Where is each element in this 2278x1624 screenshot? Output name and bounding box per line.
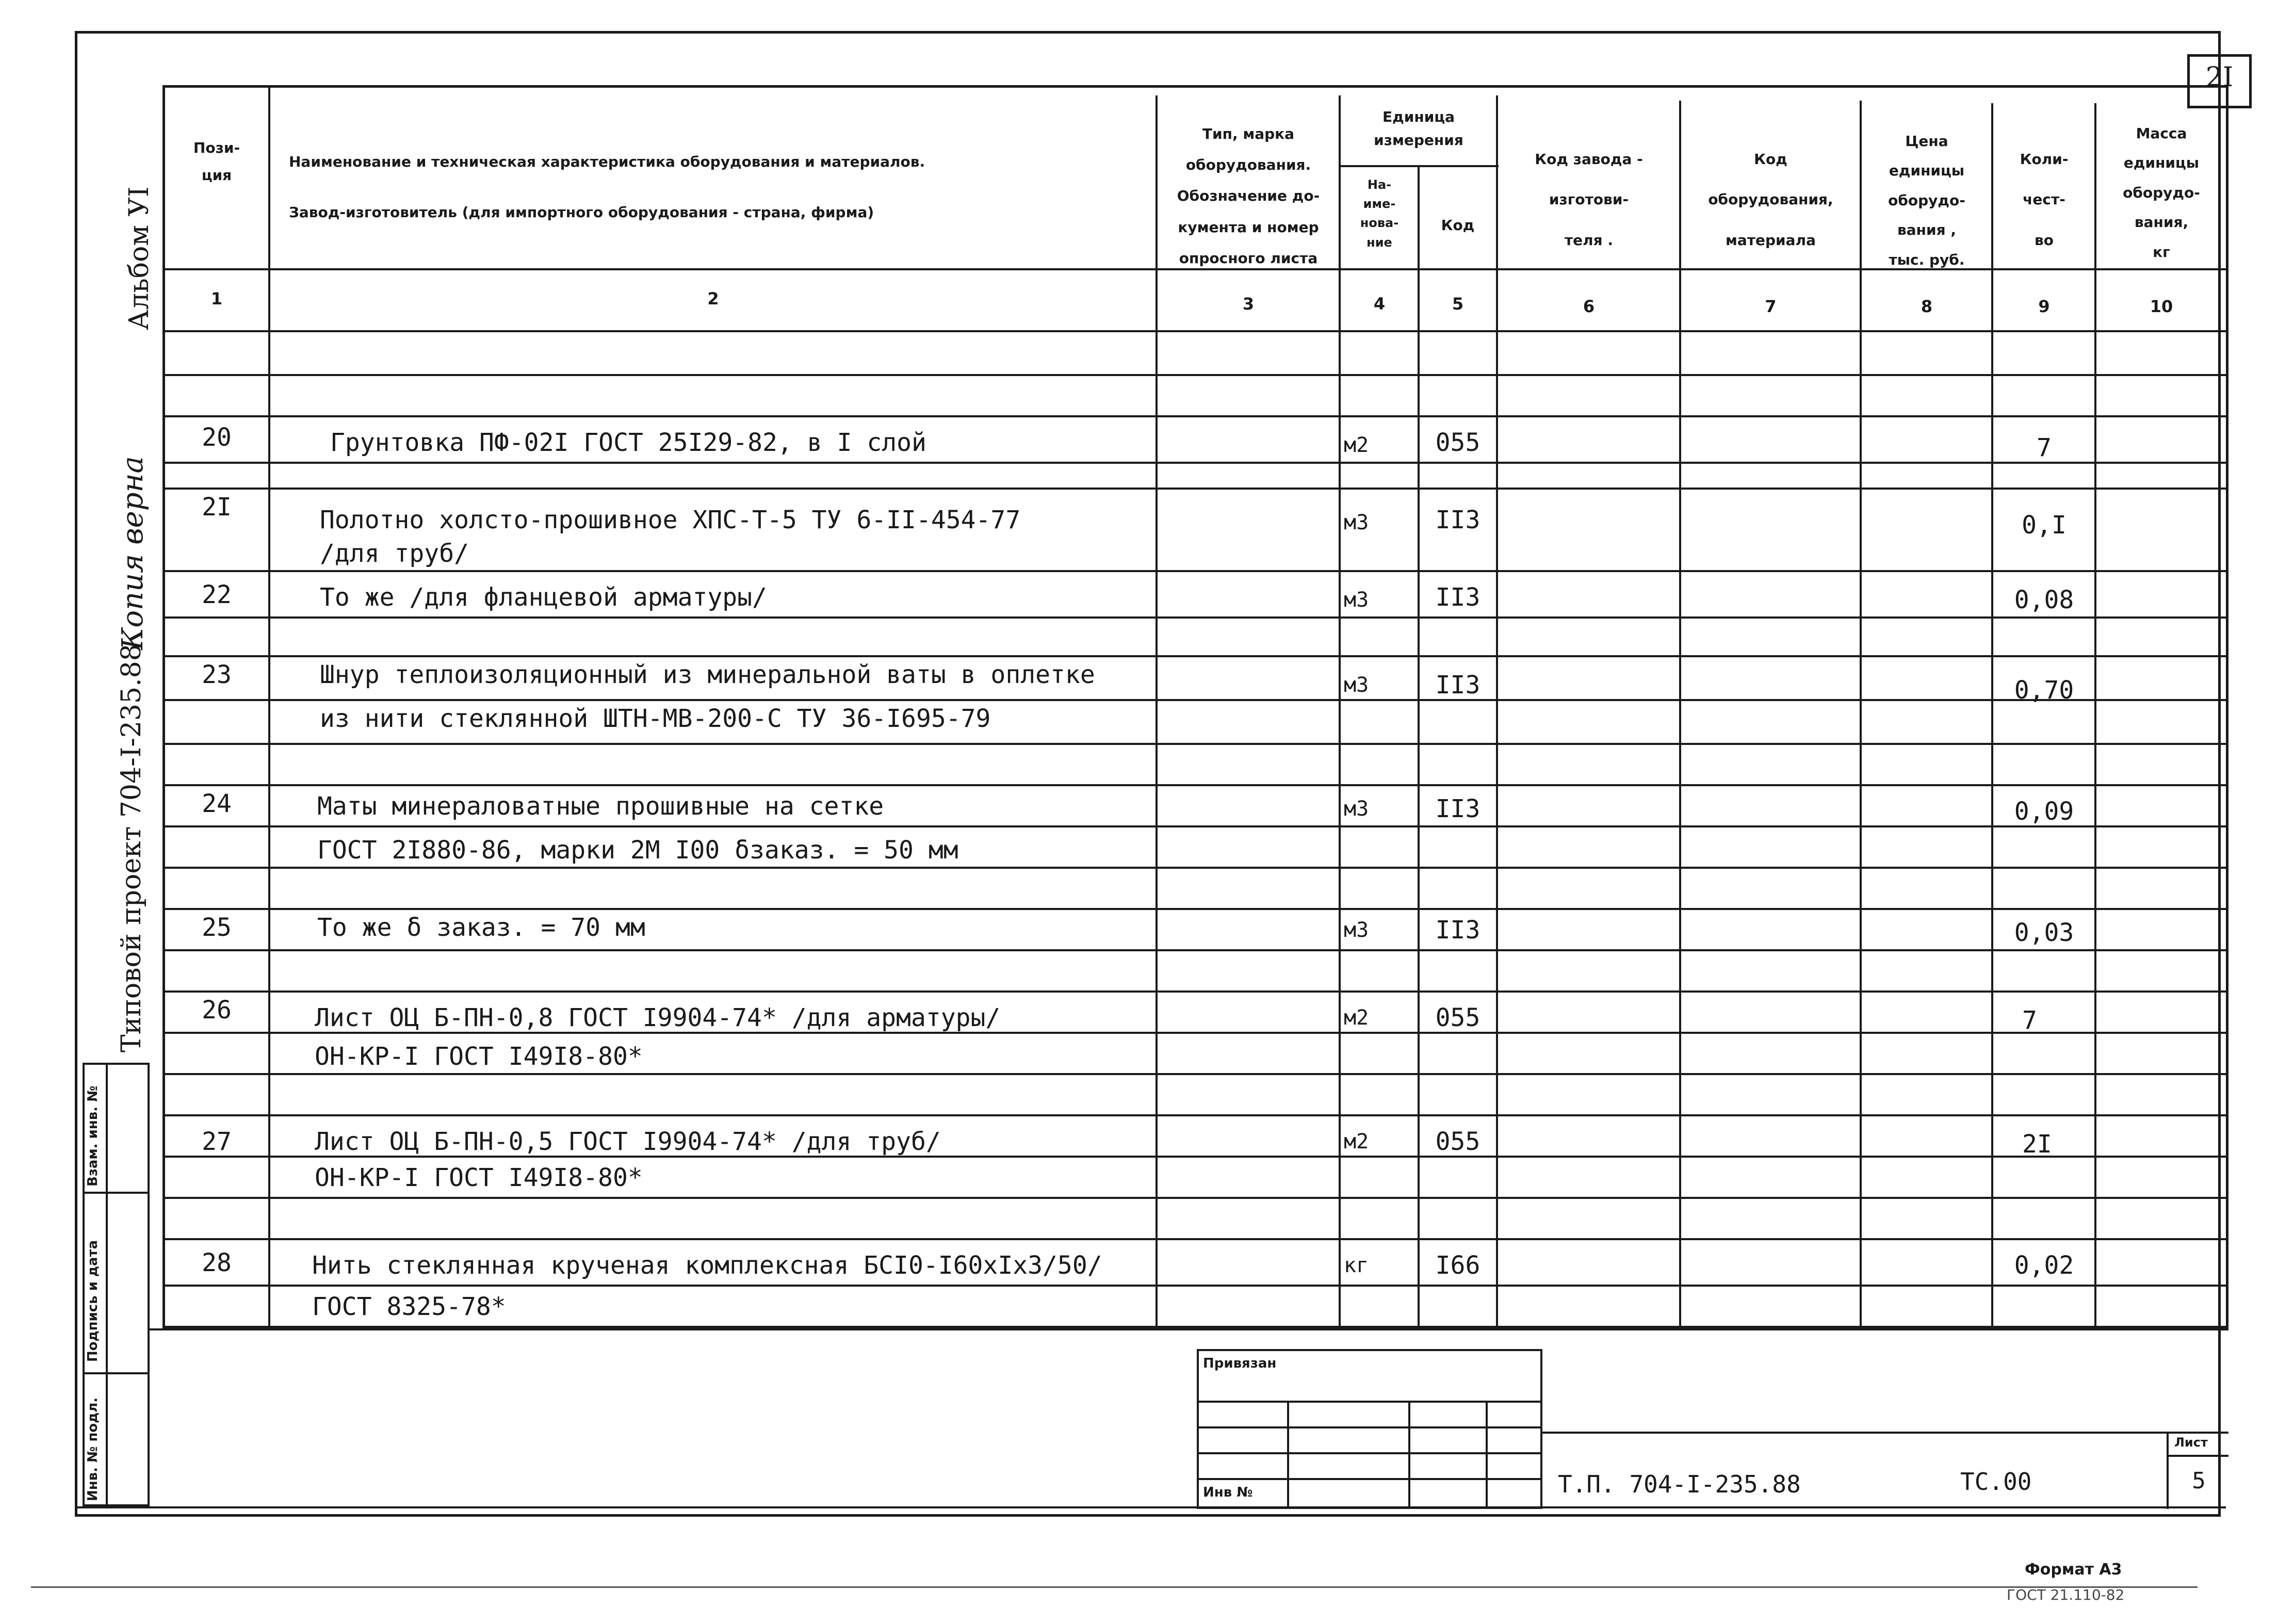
header-type: Тип, марка оборудования. Обозначение до- кумента и номер опросного листа — [1177, 125, 1320, 267]
col-line-7 — [1860, 101, 1862, 1328]
header-factory-code: Код завода - изготови- теля . — [1535, 151, 1643, 249]
list-box-mid — [2167, 1455, 2228, 1457]
row-26-qty: 7 — [2022, 1006, 2037, 1035]
list-label: Лист — [2174, 1435, 2208, 1450]
header-quantity: Коли- чест- во — [2020, 151, 2069, 249]
row-21-name-2: /для труб/ — [320, 539, 469, 568]
row-23-name-1: Шнур теплоизоляционный из минеральной ваты в оплетке — [320, 660, 1095, 689]
row-23-qty: 0,70 — [2014, 676, 2074, 705]
row-27-qty: 2I — [2022, 1130, 2052, 1159]
row-line — [162, 1238, 2228, 1240]
col-line-6 — [1679, 101, 1681, 1328]
row-20-name: Грунтовка ПФ-02I ГОСТ 25I29-82, в I слой — [330, 428, 926, 457]
row-line — [162, 825, 2228, 827]
row-line — [162, 743, 2228, 745]
row-22-name: То же /для фланцевой арматуры/ — [320, 583, 767, 612]
row-line — [162, 867, 2228, 869]
col-line-1 — [268, 85, 270, 1328]
colnum-5: 5 — [1452, 294, 1464, 314]
gost-label: ГОСТ 21.110-82 — [2007, 1586, 2125, 1603]
row-24-unit: м3 — [1344, 797, 1369, 821]
row-28-name-2: ГОСТ 8325-78* — [312, 1292, 506, 1321]
row-28-code: I66 — [1435, 1251, 1480, 1280]
row-line — [162, 949, 2228, 951]
row-21-unit: м3 — [1344, 511, 1369, 534]
binding-line — [1197, 1401, 1542, 1403]
row-23-position: 23 — [202, 660, 232, 689]
row-line — [162, 655, 2228, 657]
header-equipment-code: Код оборудования, материала — [1708, 151, 1833, 249]
row-25-qty: 0,03 — [2014, 918, 2074, 947]
row-21-name-1: Полотно холсто-прошивное ХПС-Т-5 ТУ 6-II-454-77 — [320, 506, 1021, 534]
side-divider-v — [106, 1063, 108, 1506]
row-line — [162, 1114, 2228, 1116]
row-27-unit: м2 — [1344, 1130, 1369, 1154]
header-unit-name: На- име- нова- ние — [1360, 177, 1399, 250]
title-block-top — [1542, 1432, 2228, 1434]
header-position: Пози- ция — [193, 139, 240, 184]
row-22-code: II3 — [1435, 583, 1480, 612]
row-24-delta: δзаказ. = 50 мм — [735, 836, 958, 865]
colnum-2: 2 — [707, 289, 719, 308]
list-number: 5 — [2192, 1468, 2206, 1494]
row-27-name-2: ОН-КР-I ГОСТ I49I8-80* — [315, 1163, 643, 1192]
row-27-position: 27 — [202, 1127, 232, 1156]
binding-stamp-title: Привязан — [1203, 1356, 1277, 1371]
row-25-code: II3 — [1435, 916, 1480, 945]
list-box-left — [2167, 1432, 2169, 1509]
row-21-qty: 0,I — [2022, 511, 2067, 540]
row-20-unit: м2 — [1344, 433, 1369, 457]
binding-col — [1408, 1401, 1410, 1509]
colnum-3: 3 — [1242, 294, 1255, 314]
row-24-position: 24 — [202, 789, 232, 818]
row-24-name-2-text: ГОСТ 2I880-86, марки 2М I00 — [317, 836, 735, 865]
row-22-unit: м3 — [1344, 588, 1369, 612]
row-28-position: 28 — [202, 1248, 232, 1277]
header-price: Цена единицы оборудо- вания , тыс. руб. — [1888, 133, 1965, 268]
side-box-inv: Инв. № подл. — [85, 1397, 101, 1501]
row-line — [162, 699, 2228, 701]
row-25-name — [317, 913, 645, 942]
side-box-sign: Подпись и дата — [85, 1240, 101, 1362]
header-name: Наименование и техническая характеристика оборудования и материалов. Завод-изготовитель (для импортного оборудования - страна, фирма) — [289, 153, 925, 221]
row-28-unit: кг — [1344, 1254, 1369, 1277]
row-line — [162, 1073, 2228, 1075]
sheet-code: ТС.00 — [1960, 1468, 2032, 1496]
row-20-qty: 7 — [2037, 433, 2052, 462]
colnum-4: 4 — [1373, 294, 1386, 314]
colnum-1: 1 — [210, 289, 223, 308]
colnum-bottom-line — [162, 330, 2228, 332]
format-label: Формат А3 — [2025, 1561, 2122, 1579]
binding-line — [1197, 1478, 1542, 1480]
row-26-position: 26 — [202, 996, 232, 1025]
row-20-code: 055 — [1435, 428, 1480, 457]
row-25-delta: δ заказ. = 70 мм — [406, 913, 645, 942]
row-24-qty: 0,09 — [2014, 797, 2074, 826]
row-21-position: 2I — [202, 493, 232, 522]
row-22-position: 22 — [202, 580, 232, 609]
row-26-code: 055 — [1435, 1003, 1480, 1032]
col-line-9 — [2094, 103, 2096, 1328]
row-20-position: 20 — [202, 423, 232, 452]
row-line — [162, 462, 2228, 464]
row-27-code: 055 — [1435, 1127, 1480, 1156]
row-line — [162, 990, 2228, 993]
colnum-7: 7 — [1765, 297, 1777, 316]
side-project: Типовой проект 704-I-235.88 — [116, 644, 147, 1052]
row-26-name-2: ОН-КР-I ГОСТ I49I8-80* — [315, 1042, 643, 1071]
header-unit-group: Единица измерения — [1374, 108, 1463, 149]
row-22-qty: 0,08 — [2014, 586, 2074, 614]
side-box-vzam: Взам. инв. № — [85, 1085, 101, 1187]
row-25-unit: м3 — [1344, 918, 1369, 942]
col-line-8 — [1991, 103, 1993, 1328]
side-copy-note: Копия верна — [116, 456, 150, 650]
row-line — [162, 784, 2228, 786]
row-21-code: II3 — [1435, 506, 1480, 534]
binding-col — [1486, 1401, 1488, 1509]
lower-band-line — [150, 1328, 2228, 1330]
colnum-8: 8 — [1921, 297, 1933, 316]
row-line — [162, 488, 2228, 490]
row-line — [162, 374, 2228, 376]
row-23-code: II3 — [1435, 671, 1480, 700]
col-line-5 — [1496, 95, 1498, 1328]
sheet-number: 2I — [2205, 62, 2234, 93]
unit-group-line — [1339, 165, 1499, 167]
row-line — [162, 1197, 2228, 1199]
doc-code: Т.П. 704-I-235.88 — [1558, 1470, 1801, 1498]
cut-line — [31, 1586, 2198, 1588]
header-unit-code: Код — [1441, 217, 1475, 234]
row-24-name-1: Маты минераловатные прошивные на сетке — [317, 792, 884, 821]
header-mass: Масса единицы оборудо- вания, кг — [2123, 125, 2200, 261]
binding-line — [1197, 1426, 1542, 1428]
row-23-name-2: из нити стеклянной ШТН-МВ-200-С ТУ 36-I695-79 — [320, 704, 991, 733]
colnum-10: 10 — [2150, 297, 2173, 316]
binding-line — [1197, 1452, 1542, 1454]
row-24-name-2 — [317, 836, 958, 865]
colnum-9: 9 — [2038, 297, 2050, 316]
col-line-3 — [1339, 95, 1341, 1328]
row-24-code: II3 — [1435, 794, 1480, 823]
row-28-qty: 0,02 — [2014, 1251, 2074, 1280]
row-line — [162, 908, 2228, 910]
frame-bottom-line — [75, 1506, 2226, 1508]
side-album: Альбом УI — [124, 186, 155, 330]
row-line — [162, 1285, 2228, 1287]
row-23-unit: м3 — [1344, 673, 1369, 697]
binding-col — [1287, 1401, 1289, 1509]
col-line-2 — [1156, 95, 1158, 1328]
binding-inv-label: Инв № — [1203, 1485, 1253, 1500]
colnum-6: 6 — [1583, 297, 1595, 316]
row-25-position: 25 — [202, 913, 232, 942]
side-divider-1 — [83, 1192, 150, 1194]
row-26-name-1: Лист ОЦ Б-ПН-0,8 ГОСТ I9904-74* /для арматуры/ — [315, 1003, 1001, 1032]
row-line — [162, 616, 2228, 619]
row-26-unit: м2 — [1344, 1006, 1369, 1030]
side-divider-2 — [83, 1372, 150, 1374]
row-25-name-text: То же — [317, 913, 407, 942]
row-line — [162, 415, 2228, 417]
row-28-name-1: Нить стеклянная крученая комплексная БСI0-I60хIх3/50/ — [312, 1251, 1102, 1280]
row-27-name-1: Лист ОЦ Б-ПН-0,5 ГОСТ I9904-74* /для труб/ — [315, 1127, 941, 1156]
row-line — [162, 570, 2228, 572]
